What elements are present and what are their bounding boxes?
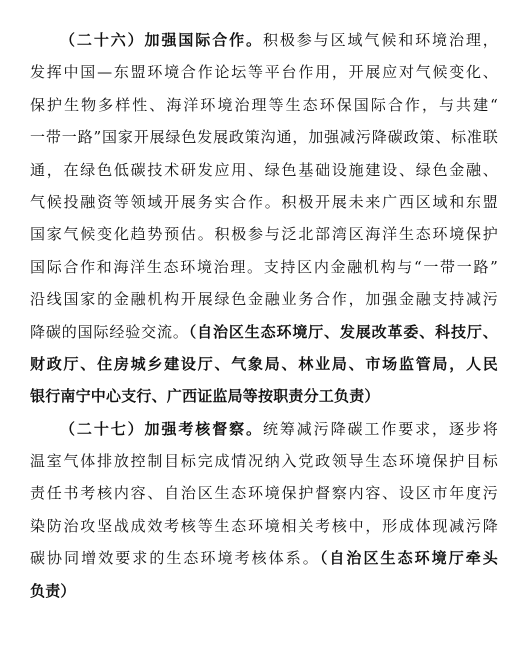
paragraph-27-line-6: 负责）	[30, 581, 76, 600]
paragraph-26-line-5: 通，在绿色低碳技术研发应用、绿色基础设施建设、绿色金融、	[30, 160, 498, 179]
paragraph-26-line-10	[30, 316, 498, 348]
paragraph-27-line-5	[30, 542, 498, 574]
section-26-title: （二十六）加强国际合作。	[60, 31, 263, 49]
paragraph-27-line-1	[30, 413, 498, 445]
section-27-title: （二十七）加强考核督察。	[60, 419, 263, 438]
paragraph-26-line-4: 一带一路”国家开展绿色发展政策沟通，加强减污降碳政策、标准联	[30, 128, 498, 147]
paragraph-26-line-3: 保护生物多样性、海洋环境治理等生态环保国际合作，与共建“	[30, 95, 498, 114]
paragraph-27-line-3: 责任书考核内容、自治区生态环境保护督察内容、设区市年度污	[30, 484, 498, 503]
paragraph-27-line-4: 染防治攻坚战成效考核等生态环境相关考核中，形成体现减污降	[30, 516, 498, 535]
section-27-text: 统筹减污降碳工作要求，逐步将	[262, 419, 498, 438]
paragraph-26-line-1	[30, 24, 498, 56]
section-26-text: 积极参与区域气候和环境治理，	[262, 31, 498, 49]
paragraph-26-line-2: 发挥中国—东盟环境合作论坛等平台作用，开展应对气候变化、	[30, 63, 498, 82]
document-body	[30, 24, 498, 607]
paragraph-26-line-6: 气候投融资等领域开展务实合作。积极开展未来广西区域和东盟	[30, 192, 498, 211]
section-26-text-end: 降碳的国际经验交流。	[30, 322, 189, 341]
paragraph-26-line-9: 沿线国家的金融机构开展绿色金融业务合作，加强金融支持减污	[30, 290, 498, 309]
paragraph-26-line-12: 银行南宁中心支行、广西证监局等按职责分工负责）	[30, 387, 380, 406]
paragraph-26-line-8: 国际合作和海洋生态环境治理。支持区内金融机构与“一带一路”	[30, 257, 498, 276]
paragraph-26-line-7: 国家气候变化趋势预估。积极参与泛北部湾区海洋生态环境保护	[30, 225, 498, 244]
paragraph-27-line-2: 温室气体排放控制目标完成情况纳入党政领导生态环境保护目标	[30, 452, 498, 471]
section-27-text-end: 碳协同增效要求的生态环境考核体系。	[30, 549, 320, 568]
section-27-responsible: （自治区生态环境厅牵头	[319, 549, 499, 568]
section-26-responsible: （自治区生态环境厅、发展改革委、科技厅、	[188, 322, 498, 341]
paragraph-26-line-11: 财政厅、住房城乡建设厅、气象局、林业局、市场监管局，人民	[30, 354, 498, 373]
